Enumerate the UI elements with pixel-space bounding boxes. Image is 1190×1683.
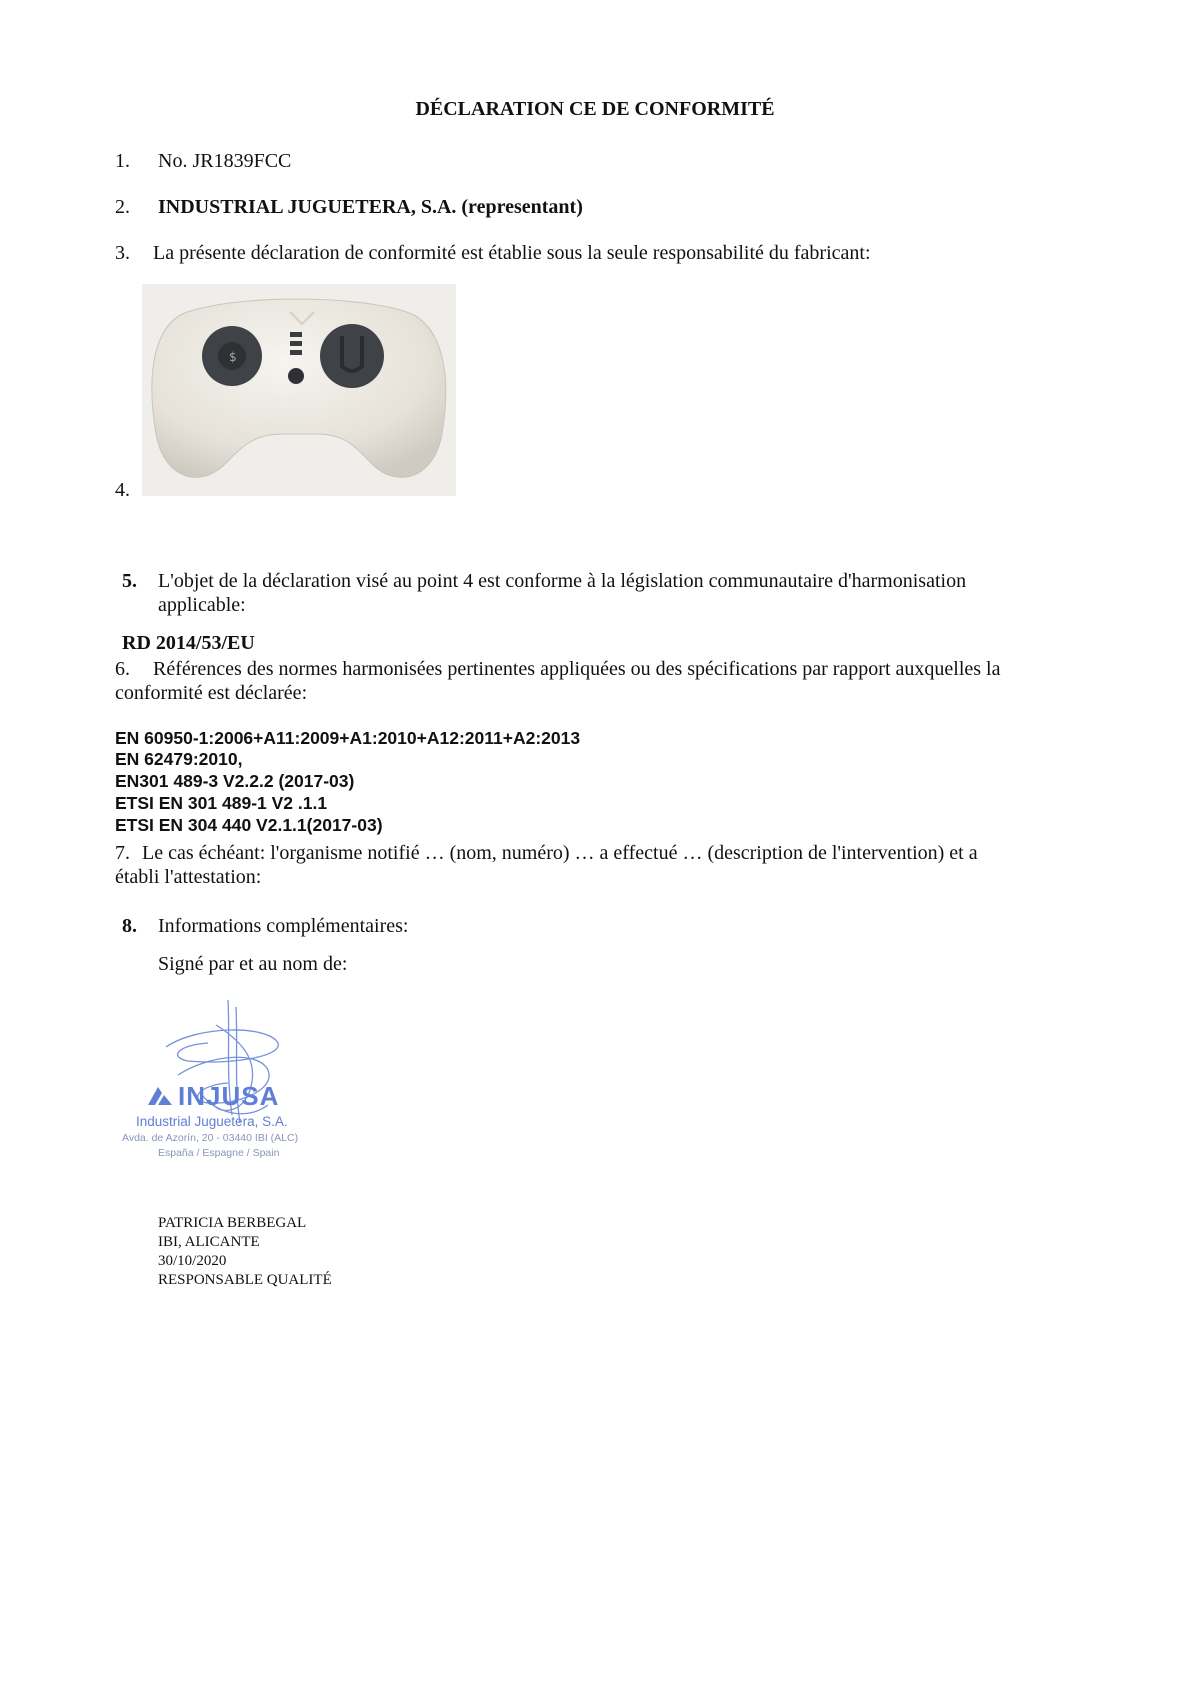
responsibility-statement: La présente déclaration de conformité est établie sous la seule responsabilité du fabricant: [153,242,871,264]
product-photo [142,284,456,496]
signatory-place: IBI, ALICANTE [158,1234,260,1250]
declaration-number: No. JR1839FCC [158,150,292,172]
item-number-6: 6. [115,658,130,680]
company-stamp [118,995,348,1170]
svg-text:$: $ [229,350,237,364]
standard-item: ETSI EN 304 440 V2.1.1(2017-03) [115,815,383,835]
standard-item: EN 62479:2010, [115,749,243,769]
document-title: DÉCLARATION CE DE CONFORMITÉ [415,98,775,120]
signed-by-label: Signé par et au nom de: [158,953,348,975]
conformity-statement-line2: applicable: [158,594,246,616]
standard-item: EN301 489-3 V2.2.2 (2017-03) [115,771,355,791]
item-number-3: 3. [115,242,130,264]
item-number-2: 2. [115,196,130,218]
item-number-7: 7. [115,842,130,864]
notified-body-line1: Le cas échéant: l'organisme notifié … (nom, numéro) … a effectué … (description de l'intervention) et a [142,842,978,864]
signatory-role: RESPONSABLE QUALITÉ [158,1272,332,1288]
regulation-reference: RD 2014/53/EU [122,632,255,654]
injusa-logo-icon [146,1085,174,1107]
standards-intro-line2: conformité est déclarée: [115,682,308,704]
item-number-1: 1. [115,150,130,172]
notified-body-line2: établi l'attestation: [115,866,262,888]
stamp-country: España / Espagne / Spain [158,1147,280,1159]
item-number-5: 5. [122,570,137,592]
signature-date: 30/10/2020 [158,1253,227,1269]
standard-item: ETSI EN 301 489-1 V2 .1.1 [115,793,328,813]
representative-name: INDUSTRIAL JUGUETERA, S.A. (representant) [158,196,583,218]
stamp-brand: INJUSA [178,1081,280,1111]
remote-controller-image [142,284,456,496]
item-number-4: 4. [115,479,130,501]
stamp-address: Avda. de Azorín, 20 - 03440 IBI (ALC) [122,1132,299,1144]
standards-intro-line1: Références des normes harmonisées pertinentes appliquées ou des spécifications par rapport auxquelles la [153,658,1001,680]
additional-info-label: Informations complémentaires: [158,915,409,937]
stamp-company: Industrial Juguetera, S.A. [136,1114,288,1129]
signatory-name: PATRICIA BERBEGAL [158,1215,307,1231]
standard-item: EN 60950-1:2006+A11:2009+A1:2010+A12:2011+A2:2013 [115,728,581,748]
item-number-8: 8. [122,915,137,937]
conformity-statement-line1: L'objet de la déclaration visé au point 4 est conforme à la législation communautaire d'harmonisation [158,570,967,592]
